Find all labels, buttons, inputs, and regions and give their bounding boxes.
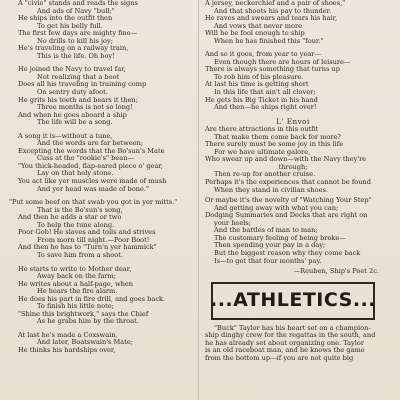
poem-line: From morn till night.—Poor Boot! xyxy=(37,236,150,244)
athletics-heading: ...ATHLETICS... xyxy=(210,288,376,311)
paragraph-line: he has already set about organizing one. Taylor xyxy=(205,339,364,347)
poem-line: As he grabs him by the throat. xyxy=(37,318,139,326)
poem-line: Even though there are hours of leisure— xyxy=(214,58,351,66)
poem-line: When they stand in civilian shoes. xyxy=(214,186,328,194)
poem-line: When he has finished this "four." xyxy=(214,37,324,45)
poem-line: No drills to kill his joy; xyxy=(37,37,113,45)
poem-line: The life will be a song. xyxy=(37,119,113,127)
poem-line: To help the tune along. xyxy=(37,221,115,229)
poem-line: And the battles of man to man; xyxy=(214,227,318,235)
poem-line: Is—to get that four months' pay. xyxy=(214,257,322,265)
poem-line: That make them come back for more? xyxy=(214,133,341,141)
poem-line: Excepting the words that the Bo'sun's Mate xyxy=(18,147,165,155)
poem-line: And yer head was made of bone." xyxy=(37,185,150,193)
poem-line: He starts to write to Mother dear, xyxy=(18,265,132,273)
poem-line: The customary feeling of being broke— xyxy=(214,234,346,242)
poem-line: Will he be fool enough to ship xyxy=(205,30,305,38)
poem-line: On sentry duty afoot. xyxy=(37,89,108,97)
poem-line: Dodging Summaries and Decks that are right on xyxy=(205,212,368,220)
poem-line: Does all his traveling in training comp xyxy=(18,81,147,89)
poem-line: He raves and swears and tears his hair, xyxy=(205,15,338,23)
poem-line: Poor Gob! He slaves and toils and strives xyxy=(18,229,156,237)
paragraph-line: ship dinghy crew for the regattas in the south, and xyxy=(205,332,376,340)
poem-line: And later, Boatswain's Mate; xyxy=(37,339,133,347)
poem-line: your heels; xyxy=(214,219,251,227)
poem-stanza xyxy=(9,332,185,355)
poem-line: A jersey, neckerchief and a pair of shoes," xyxy=(205,0,346,7)
poem-line: And ads of Navy "bull;" xyxy=(37,7,115,15)
poem-line: But the biggest reason why they come back xyxy=(214,249,361,257)
poem-line: There surely must be some joy in this life xyxy=(205,141,344,149)
poem-line: In this life that ain't all clover; xyxy=(214,89,316,97)
poem-line: He thinks his hardships over, xyxy=(18,346,116,354)
poem-line: through; xyxy=(278,163,308,171)
poem-line: He joined the Navy to travel far, xyxy=(18,66,126,74)
poem-line: To get his belly full. xyxy=(37,22,103,30)
poem-line: This is the life. Oh boy! xyxy=(37,52,115,60)
poem-line: "Put some beef on that swab you got in yer mitts." xyxy=(9,199,178,207)
poem-line: You act like yer muscles were made of mush xyxy=(18,178,167,186)
poem-line: And the words are far between; xyxy=(37,140,144,148)
poem-line: To rob him of his pleasure. xyxy=(214,73,304,81)
poem-line: To save him from a shoot. xyxy=(37,251,123,259)
left-column xyxy=(9,0,185,361)
poem-line: And vows that never more xyxy=(214,22,303,30)
poem-line: Not realizing that a boot xyxy=(37,73,120,81)
poem-stanza xyxy=(205,0,381,45)
poem-line: Perhaps it's the experiences that cannot be found xyxy=(205,179,371,187)
poem-stanza xyxy=(9,199,185,259)
poem-line: The first few days are mighty fine— xyxy=(18,30,138,38)
poem-signature: —Reuben, Ship's Poet 2c. xyxy=(293,268,379,276)
poem-line: Then spending your pay in a day; xyxy=(214,242,326,250)
poem-line: A "civie" stands and reads the signs xyxy=(18,0,138,7)
poem-line: He writes about a half-page, when xyxy=(18,280,134,288)
poem-line: Or maybe it's the novelty of "Watching Your Step" xyxy=(205,197,372,205)
poem-line: Lay on that holy stone. xyxy=(37,170,114,178)
poem-line: A song it is—without a tune, xyxy=(18,132,113,140)
poem-line: Are there attractions in this outfit xyxy=(205,126,319,134)
poem-line: For we have ultimate galore, xyxy=(214,148,311,156)
poem-line: And then he has to "Turn'n yer hammick" xyxy=(18,244,157,252)
athletics-heading-box xyxy=(211,282,375,320)
poem-line: Away back on the farm; xyxy=(37,273,117,281)
poem-line: And getting away with what you can; xyxy=(214,204,339,212)
poem-line: He grits his teeth and bears it then; xyxy=(18,96,138,104)
poem-line: And that shoots his pay to thunder. xyxy=(214,7,332,15)
athletics-paragraph xyxy=(205,325,381,363)
envoi-title: L' Envoi xyxy=(276,117,310,126)
poem-line: He hears the fire alarm. xyxy=(37,288,118,296)
poem-line: There is always something that turns up xyxy=(205,66,340,74)
envoi-stanza xyxy=(205,126,381,194)
poem-line: Then re-up for another cruise. xyxy=(214,171,316,179)
poem-stanza xyxy=(9,66,185,126)
paragraph-line: is an old raceboat man, and he knows the game xyxy=(205,347,365,355)
poem-line: And then—he ships right over! xyxy=(214,104,317,112)
poem-line: He gets his Big Ticket in his hand xyxy=(205,96,318,104)
poem-line: "You thick-headed, flap-eared piece o' gear, xyxy=(18,162,163,170)
poem-stanza xyxy=(9,133,185,193)
poem-stanza xyxy=(9,266,185,326)
paragraph-line: "Buck" Taylor has his heart set on a champion- xyxy=(214,324,371,332)
poem-line: Cuss at the "rookie's" bean— xyxy=(37,155,135,163)
paragraph-line: from the bottom up—if you are not quite big xyxy=(205,354,354,362)
envoi-stanza xyxy=(205,197,381,265)
poem-line: And when he goes aboard a ship xyxy=(18,111,127,119)
poem-line: And so it goes, from year to year— xyxy=(205,51,322,59)
poem-line: At last his time is getting short xyxy=(205,81,309,89)
poem-line: That is the Bo'sun's song, xyxy=(37,206,123,214)
poem-line: And then he adds a star or two xyxy=(18,214,122,222)
poem-stanza xyxy=(9,0,185,60)
poem-stanza xyxy=(205,51,381,111)
poem-line: Who swear up and down—with the Navy they're xyxy=(205,156,367,164)
column-divider xyxy=(198,0,199,400)
poem-line: At last he's made a Coxswain, xyxy=(18,331,118,339)
poem-line: "Shine this brightwork," says the Chief xyxy=(18,310,149,318)
right-column xyxy=(205,0,381,362)
poem-line: He's traveling on a railway train, xyxy=(18,45,129,53)
poem-line: He does his part in fire drill, and goes back. xyxy=(18,295,166,303)
poem-line: He ships into the outfit then xyxy=(18,15,113,23)
poem-line: Three months is not so long! xyxy=(37,104,133,112)
poem-line: To finish his little note; xyxy=(37,303,114,311)
